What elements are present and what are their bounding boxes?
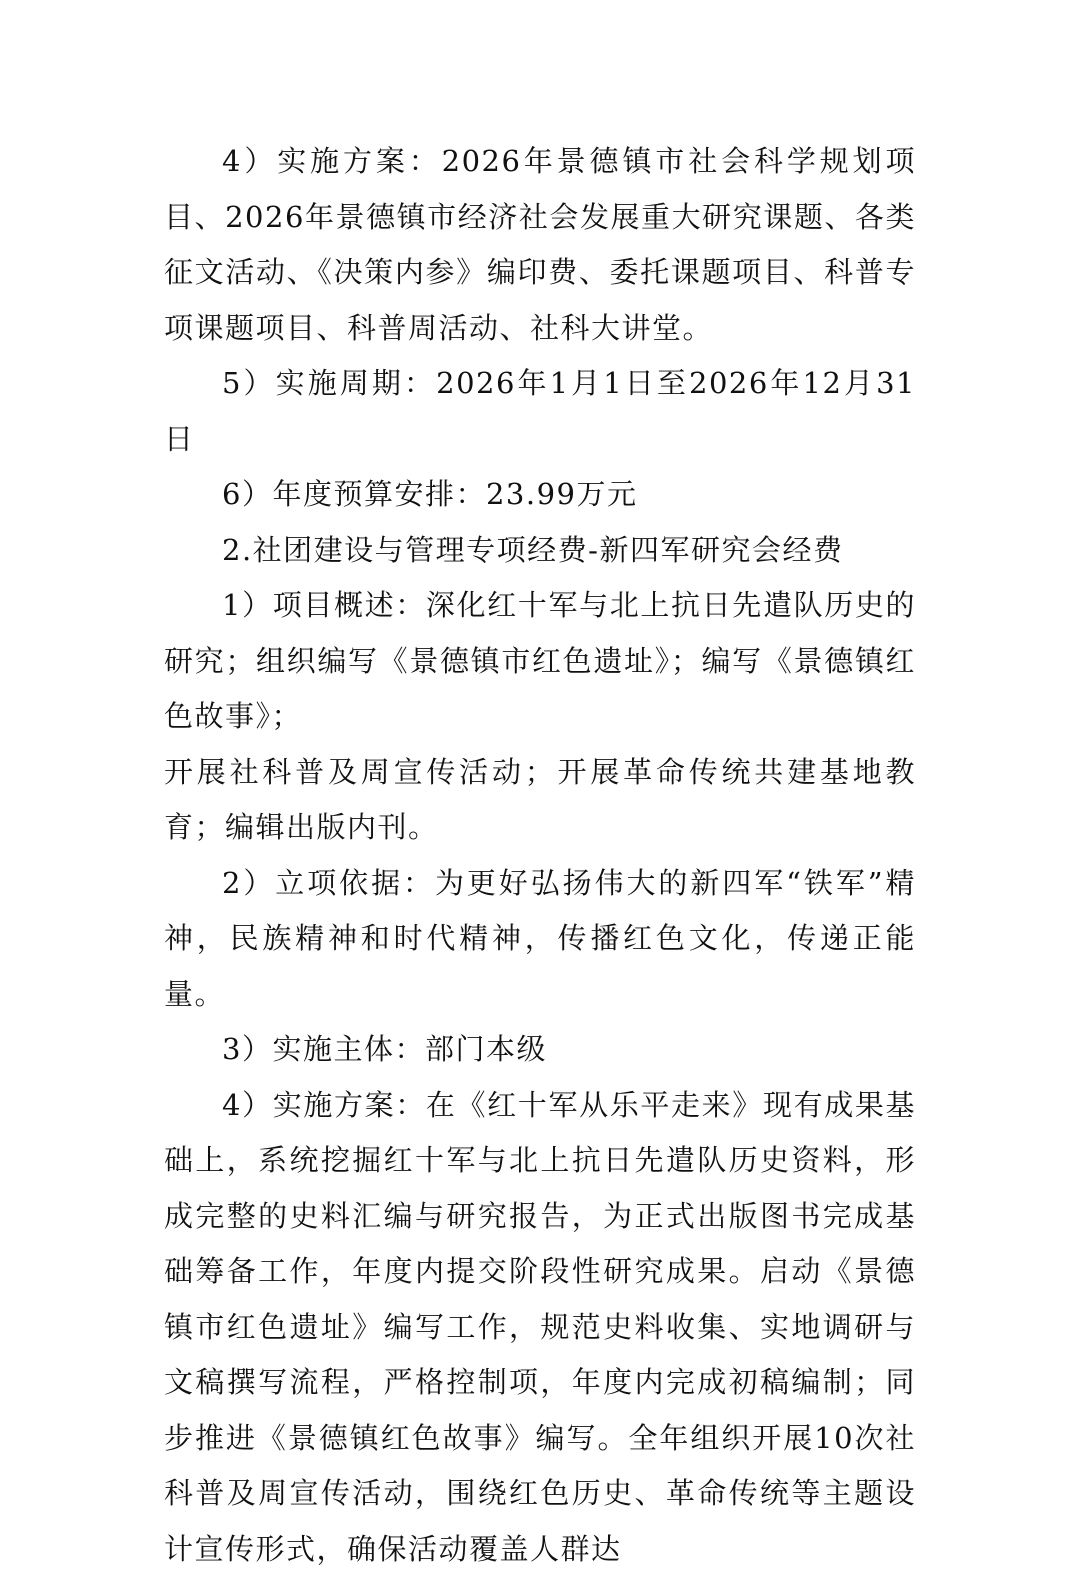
paragraph-annual-budget: 6）年度预算安排：23.99万元 — [164, 467, 916, 523]
paragraph-implementation-period: 5）实施周期：2026年1月1日至2026年12月31日 — [164, 356, 916, 467]
paragraph-implementing-entity: 3）实施主体：部门本级 — [164, 1022, 916, 1078]
paragraph-implementation-plan-2: 4）实施方案：在《红十军从乐平走来》现有成果基础上，系统挖掘红十军与北上抗日先遣队历史资料，形成完整的史料汇编与研究报告，为正式出版图书完成基础筹备工作，年度内提交阶段性研究成果。启动《景德镇市红色遗址》编写工作，规范史料收集、实地调研与文稿撰写流程，严格控制项，年度内完成初稿编制；同步推进《景德镇红色故事》编写。全年组织开展10次社科普及周宣传活动，围绕红色历史、革命传统等主题设计宣传形式，确保活动覆盖人群达 — [164, 1078, 916, 1577]
paragraph-project-overview: 1）项目概述：深化红十军与北上抗日先遣队历史的研究；组织编写《景德镇市红色遗址》；编写《景德镇红色故事》； — [164, 578, 916, 745]
paragraph-project-basis: 2）立项依据：为更好弘扬伟大的新四军“铁军”精神，民族精神和时代精神，传播红色文化，传递正能量。 — [164, 856, 916, 1023]
paragraph-implementation-plan-1: 4）实施方案：2026年景德镇市社会科学规划项目、2026年景德镇市经济社会发展重大研究课题、各类征文活动、《决策内参》编印费、委托课题项目、科普专项课题项目、科普周活动、社科大讲堂。 — [164, 134, 916, 356]
paragraph-project-overview-continued: 开展社科普及周宣传活动；开展革命传统共建基地教育；编辑出版内刊。 — [164, 745, 916, 856]
document-body — [164, 134, 916, 1577]
section-heading-new-fourth-army-fund: 2.社团建设与管理专项经费-新四军研究会经费 — [164, 523, 916, 579]
